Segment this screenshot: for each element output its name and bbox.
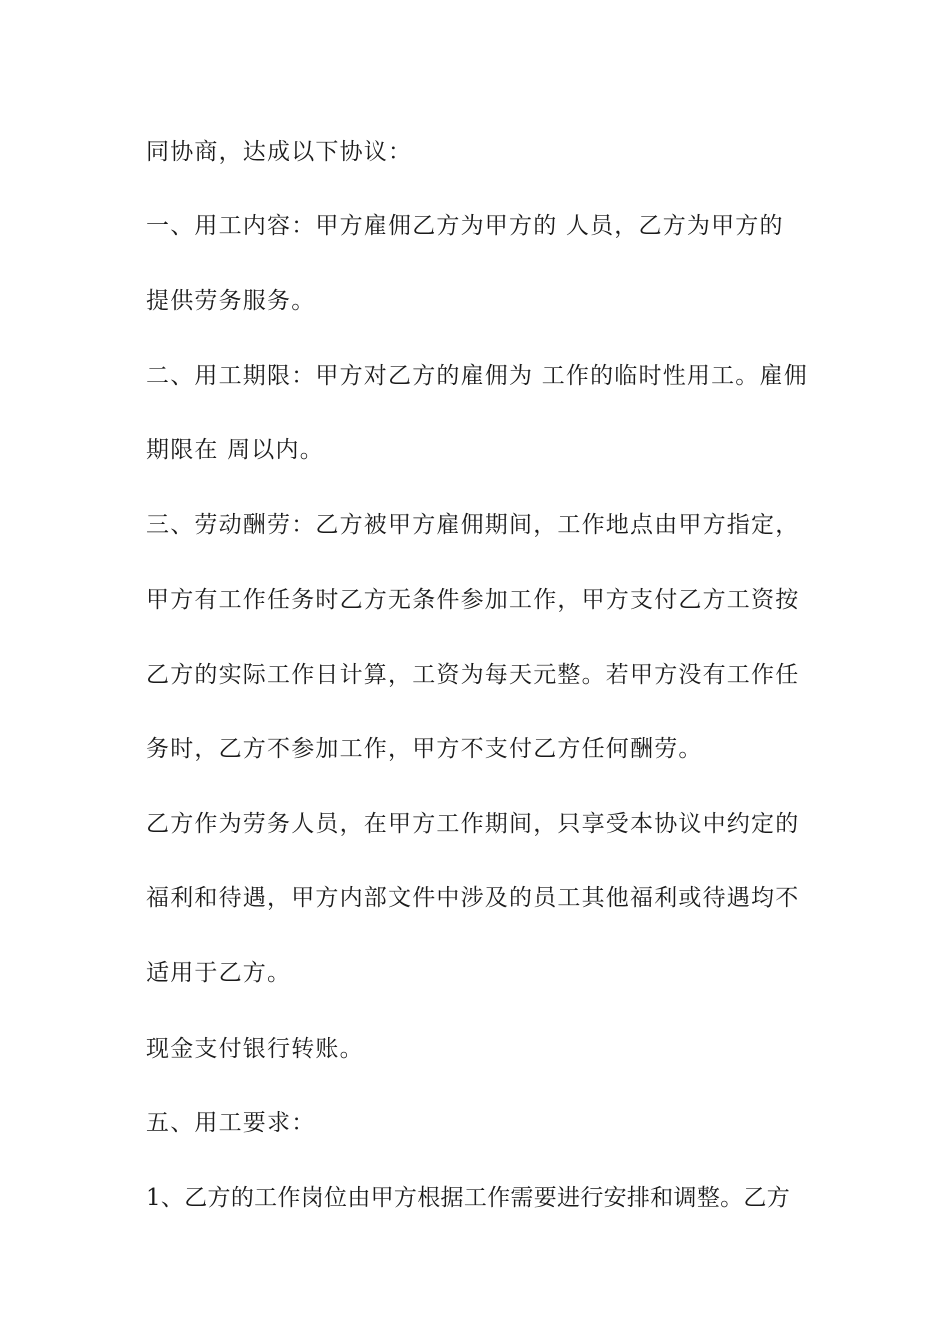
paragraph-line: 甲方有工作任务时乙方无条件参加工作，甲方支付乙方工资按 bbox=[146, 587, 800, 613]
paragraph-line: 二、用工期限：甲方对乙方的雇佣为 工作的临时性用工。雇佣 bbox=[146, 363, 808, 389]
paragraph-line: 1、乙方的工作岗位由甲方根据工作需要进行安排和调整。乙方 bbox=[146, 1185, 791, 1211]
paragraph-line: 乙方的实际工作日计算，工资为每天元整。若甲方没有工作任 bbox=[146, 662, 800, 688]
paragraph-line: 乙方作为劳务人员，在甲方工作期间，只享受本协议中约定的 bbox=[146, 811, 800, 837]
paragraph-line: 福利和待遇，甲方内部文件中涉及的员工其他福利或待遇均不 bbox=[146, 885, 800, 911]
paragraph-line: 一、用工内容：甲方雇佣乙方为甲方的 人员，乙方为甲方的 bbox=[146, 213, 784, 239]
paragraph-line: 提供劳务服务。 bbox=[146, 288, 316, 314]
section-heading: 五、用工要求： bbox=[146, 1110, 316, 1136]
paragraph-line: 期限在 周以内。 bbox=[146, 437, 324, 463]
paragraph-line: 适用于乙方。 bbox=[146, 960, 292, 986]
paragraph-line: 现金支付银行转账。 bbox=[146, 1036, 364, 1062]
paragraph-line: 务时，乙方不参加工作，甲方不支付乙方任何酬劳。 bbox=[146, 736, 703, 762]
paragraph-line: 三、劳动酬劳：乙方被甲方雇佣期间，工作地点由甲方指定， bbox=[146, 512, 800, 538]
paragraph-line: 同协商，达成以下协议： bbox=[146, 139, 413, 165]
